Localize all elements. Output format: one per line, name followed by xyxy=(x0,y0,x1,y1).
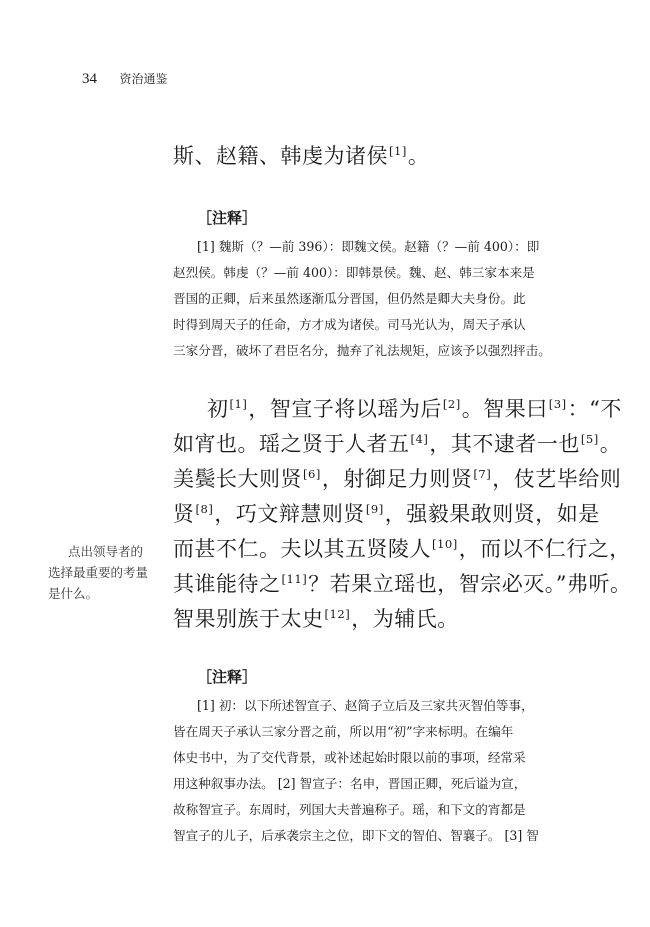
margin-note-line: 选择最重要的考量 xyxy=(48,565,149,580)
main-text-line: 智果别族于太史[12]，为辅氏。 xyxy=(173,607,459,631)
main-text-line: 其谁能待之[11]？若果立瑶也，智宗必灭。”弗听。 xyxy=(173,572,632,596)
note-line: 用这种叙事办法。 [2] 智宣子：名申，晋国正卿，死后谥为宣， xyxy=(173,776,527,791)
margin-note-line: 点出领导者的 xyxy=(68,544,144,559)
opening-line xyxy=(173,140,429,170)
opening-line-text: 斯、赵籍、韩虔为诸侯 xyxy=(173,144,388,168)
main-text-line: 贤[8]，巧文辩慧则贤[9]，强毅果敢则贤，如是 xyxy=(173,502,600,526)
note-line: 皆在周天子承认三家分晋之前，所以用“初”字来标明。在编年 xyxy=(173,724,514,739)
page-number: 34 xyxy=(82,71,97,87)
note-line: 体史书中，为了交代背景，或补述起始时限以前的事项，经常采 xyxy=(173,750,526,765)
main-text-line: 如宵也。瑶之贤于人者五[4]，其不逮者一也[5]。 xyxy=(173,432,622,456)
book-title: 资治通鉴 xyxy=(119,72,168,86)
note-line: 晋国的正卿，后来虽然逐渐瓜分晋国，但仍然是卿大夫身份。此 xyxy=(173,291,526,306)
note-heading: ［注释］ xyxy=(197,209,258,227)
note-line: 故称智宣子。东周时，列国大夫普遍称子。瑶，和下文的宵都是 xyxy=(173,802,526,817)
main-text-line: 而甚不仁。夫以其五贤陵人[10]，而以不仁行之， xyxy=(173,537,631,561)
footnote-ref: [1] xyxy=(389,144,407,158)
note-line: [1] 初：以下所述智宣子、赵简子立后及三家共灭智伯等事， xyxy=(197,698,534,713)
main-text-line: 初[1]，智宣子将以瑶为后[2]。智果曰[3]：“不 xyxy=(207,397,622,421)
note-line: 三家分晋，破坏了君臣名分，抛弃了礼法规矩，应该予以强烈抨击。 xyxy=(173,343,551,358)
note-line: [1] 魏斯（？—前 396）：即魏文侯。赵籍（？—前 400）：即 xyxy=(197,239,540,254)
note-heading: ［注释］ xyxy=(197,668,258,686)
margin-note xyxy=(48,541,158,604)
note-line: 智宣子的儿子，后承袭宗主之位，即下文的智伯、智襄子。 [3] 智 xyxy=(173,828,539,843)
note-line: 时得到周天子的任命，方才成为诸侯。司马光认为，周天子承认 xyxy=(173,317,526,332)
margin-note-line: 是什么。 xyxy=(48,586,99,601)
page-header xyxy=(82,70,167,88)
opening-line-tail: 。 xyxy=(407,144,430,168)
note-line: 赵烈侯。韩虔（？—前 400）：即韩景侯。魏、赵、韩三家本来是 xyxy=(173,265,535,280)
main-text-line: 美鬓长大则贤[6]，射御足力则贤[7]，伎艺毕给则 xyxy=(173,467,622,491)
